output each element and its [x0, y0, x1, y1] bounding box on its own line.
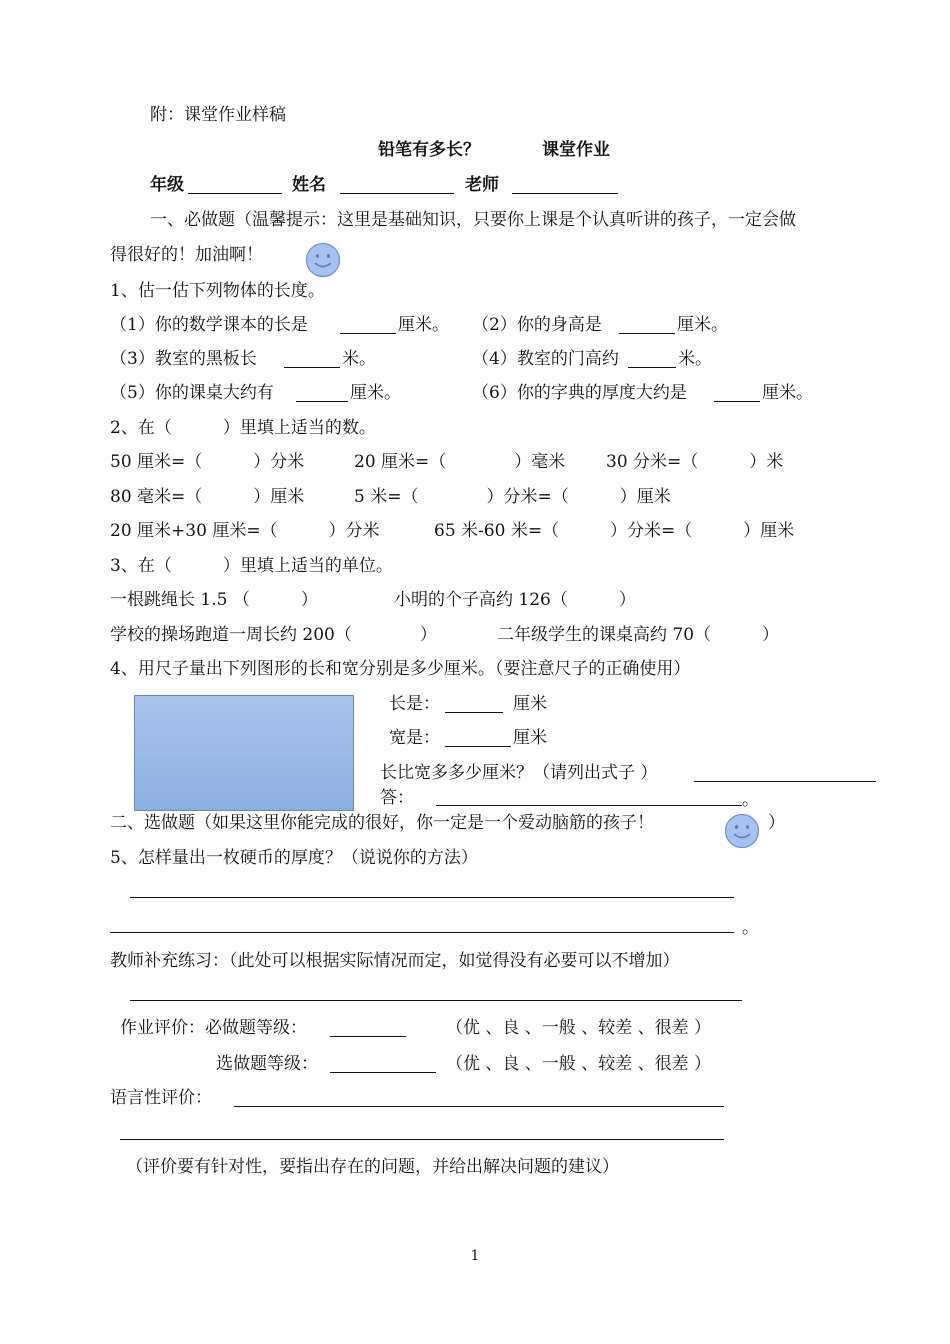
q1-item1-unit: 厘米。	[398, 315, 449, 335]
q2-row1-c: 30 分米=（ ）米	[606, 452, 784, 472]
q2-row2-a: 80 毫米=（ ）厘米	[110, 487, 305, 507]
language-evaluation-line-1[interactable]	[234, 1106, 724, 1107]
section2-heading-close: ）	[768, 813, 785, 833]
question-1: 1、估一估下列物体的长度。	[110, 281, 325, 301]
q4-answer-label: 答：	[380, 788, 414, 808]
section1-heading: 一、必做题（温馨提示：这里是基础知识，只要你上课是个认真听讲的孩子，一定会做	[150, 210, 796, 230]
teacher-label: 老师	[465, 175, 499, 195]
evaluation-required-options: （优 、良 、一般 、较差 、很差 ）	[446, 1018, 712, 1038]
q1-item2-unit: 厘米。	[677, 315, 728, 335]
language-evaluation-label: 语言性评价：	[110, 1088, 212, 1108]
q4-difference-text: 长比宽多多少厘米？（请列出式子 ）	[380, 763, 658, 783]
q1-item4-text: （4）教室的门高约	[472, 349, 619, 369]
appendix-label: 附：课堂作业样稿	[150, 105, 286, 125]
section2-heading: 二、选做题（如果这里你能完成的很好，你一定是一个爱动脑筋的孩子！	[110, 813, 654, 833]
worksheet-title: 铅笔有多长？	[378, 140, 480, 160]
worksheet-subtitle: 课堂作业	[542, 140, 610, 160]
q4-width-label: 宽是：	[389, 728, 440, 748]
q4-width-unit: 厘米	[513, 728, 547, 748]
q3-row2-a: 学校的操场跑道一周长约 200（ ）	[110, 625, 437, 645]
q1-item3-text: （3）教室的黑板长	[110, 349, 257, 369]
q4-length-label: 长是：	[389, 694, 440, 714]
section1-heading-cont: 得很好的！加油啊！	[110, 245, 263, 265]
evaluation-optional-label: 选做题等级：	[216, 1054, 318, 1074]
q3-row1-b: 小明的个子高约 126（ ）	[394, 590, 636, 610]
q1-item5-unit: 厘米。	[350, 383, 401, 403]
q5-answer-period: 。	[742, 918, 759, 938]
q2-row2-b: 5 米=（ ）分米=（ ）厘米	[354, 487, 671, 507]
q4-length-unit: 厘米	[513, 694, 547, 714]
q2-row3-b: 65 米-60 米=（ ）分米=（ ）厘米	[434, 521, 795, 541]
q1-item3-blank[interactable]	[284, 367, 340, 368]
q1-item5-blank[interactable]	[296, 401, 348, 402]
q1-item5-text: （5）你的课桌大约有	[110, 383, 274, 403]
grade-label: 年级	[150, 175, 184, 195]
q4-formula-blank[interactable]	[694, 781, 876, 782]
q1-item6-text: （6）你的字典的厚度大约是	[472, 383, 687, 403]
evaluation-optional-blank[interactable]	[330, 1072, 436, 1073]
q1-item1-blank[interactable]	[340, 333, 396, 334]
q1-item6-unit: 厘米。	[762, 383, 813, 403]
q4-answer-period: 。	[742, 790, 759, 810]
q2-row3-a: 20 厘米+30 厘米=（ ）分米	[110, 521, 380, 541]
teacher-extra-line[interactable]	[130, 1000, 742, 1001]
q5-answer-line-2[interactable]	[110, 932, 734, 933]
q2-row1-b: 20 厘米=（ ）毫米	[354, 452, 566, 472]
evaluation-required-label: 作业评价：必做题等级：	[120, 1018, 307, 1038]
question-5: 5、怎样量出一枚硬币的厚度？（说说你的方法）	[110, 848, 478, 868]
question-3: 3、在（ ）里填上适当的单位。	[110, 556, 393, 576]
q1-item2-text: （2）你的身高是	[472, 315, 602, 335]
teacher-extra-practice: 教师补充练习：（此处可以根据实际情况而定，如觉得没有必要可以不增加）	[110, 951, 680, 971]
smiley-face-icon	[724, 813, 760, 849]
evaluation-note: （评价要有针对性，要指出存在的问题，并给出解决问题的建议）	[126, 1157, 619, 1177]
page-number: 1	[470, 1248, 480, 1264]
question-2: 2、在（ ）里填上适当的数。	[110, 418, 376, 438]
grade-blank[interactable]	[188, 193, 282, 194]
q3-row1-a: 一根跳绳长 1.5 （ ）	[110, 590, 318, 610]
measure-rectangle	[134, 695, 354, 811]
smiley-face-icon	[305, 242, 341, 278]
evaluation-required-blank[interactable]	[330, 1036, 406, 1037]
q3-row2-b: 二年级学生的课桌高约 70（ ）	[497, 625, 780, 645]
q1-item3-unit: 米。	[342, 349, 376, 369]
q4-answer-blank[interactable]	[436, 805, 742, 806]
name-blank[interactable]	[340, 193, 454, 194]
q4-length-blank[interactable]	[445, 712, 503, 713]
question-4: 4、用尺子量出下列图形的长和宽分别是多少厘米。（要注意尺子的正确使用）	[110, 659, 691, 679]
q1-item4-unit: 米。	[678, 349, 712, 369]
teacher-blank[interactable]	[512, 193, 618, 194]
q5-answer-line-1[interactable]	[130, 897, 734, 898]
q1-item6-blank[interactable]	[714, 401, 760, 402]
evaluation-optional-options: （优 、良 、一般 、较差 、很差 ）	[446, 1054, 712, 1074]
name-label: 姓名	[292, 175, 326, 195]
language-evaluation-line-2[interactable]	[120, 1139, 724, 1140]
q1-item2-blank[interactable]	[619, 333, 675, 334]
q1-item4-blank[interactable]	[628, 367, 676, 368]
q2-row1-a: 50 厘米=（ ）分米	[110, 452, 305, 472]
q4-width-blank[interactable]	[445, 746, 511, 747]
q1-item1-text: （1）你的数学课本的长是	[110, 315, 308, 335]
